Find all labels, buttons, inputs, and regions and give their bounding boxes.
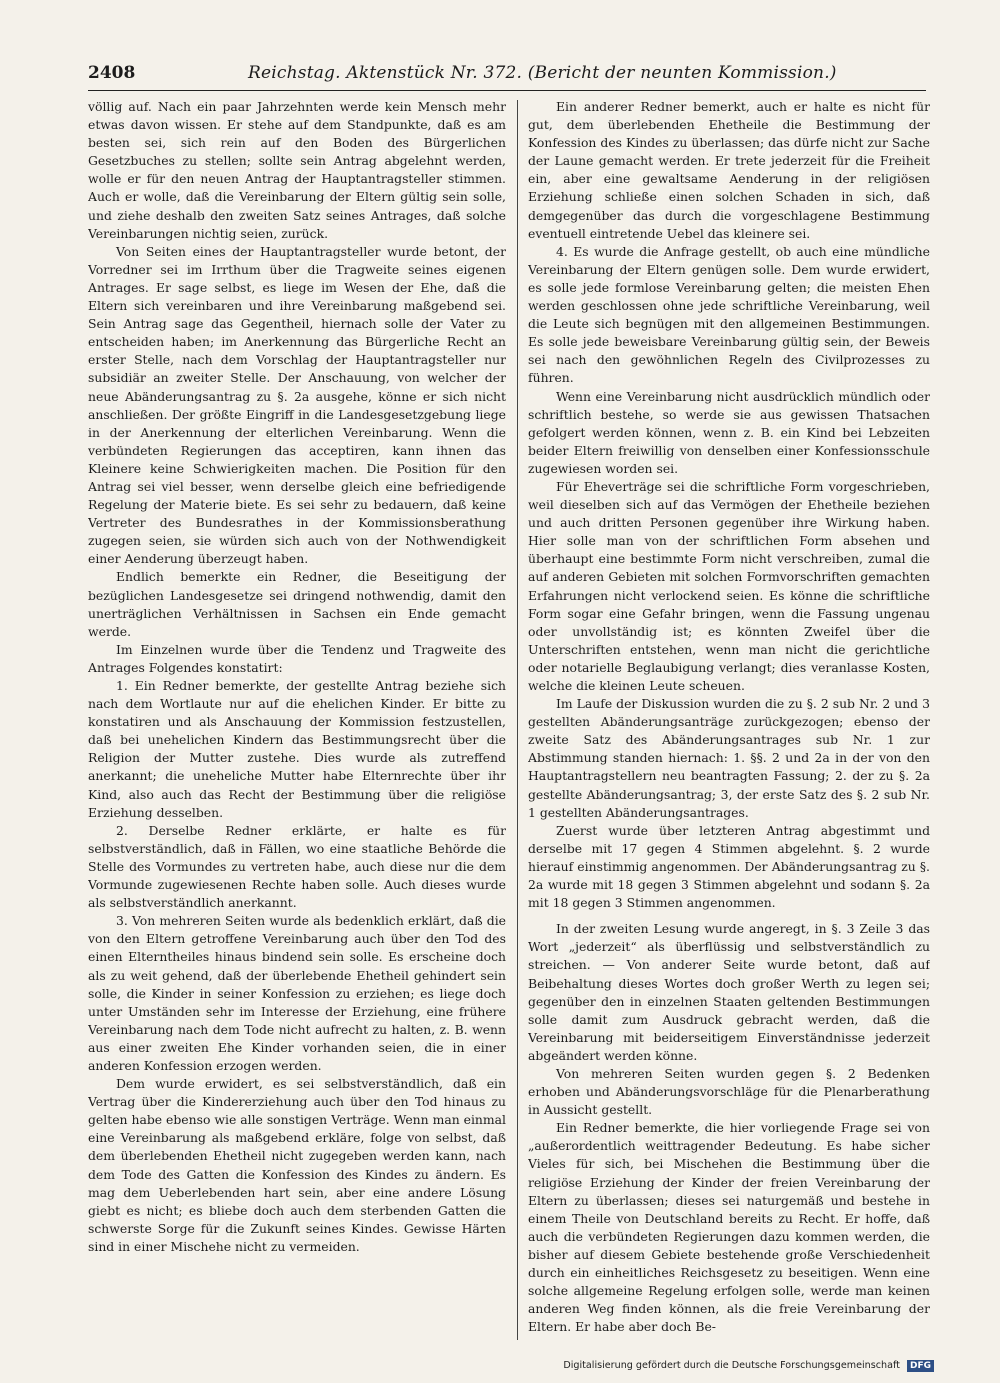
paragraph: Im Laufe der Diskussion wurden die zu §. 2 sub Nr. 2 und 3 gestellten Abänderungsanträge zurückgezogen; ebenso der zweite Satz des Abänderungsantrages sub Nr. 1 zur Abstimmung standen hiernach: 1. §§. 2 und 2a in der von den Hauptantragstellern neu beantragten Fassung; 2. der zu §. 2a gestellte Abänderungsantrag; 3, der erste Satz des §. 2 sub Nr. 1 gestellten Abänderungsantrages. [528,696,930,820]
paragraph: Für Eheverträge sei die schriftliche Form vorgeschrieben, weil dieselben sich auf das Vermögen der Ehetheile beziehen und auch dritten Personen gegenüber ihre Wirkung haben. Hier solle man von der schriftlichen Form absehen und überhaupt eine bestimmte Form nicht verschreiben, zumal die auf anderen Gebieten mit solchen Formvorschriften gemachten Erfahrungen nicht verlockend seien. Es könne die schriftliche Form sogar eine Gefahr bringen, wenn die Fassung ungenau oder unvollständig ist; es könnten Zweifel über die Unterschriften entstehen, wenn man nicht die gerichtliche oder notarielle Beglaubigung verlangt; dies veranlasse Kosten, welche die kleinen Leute scheuen. [528,478,930,693]
right-column [528,98,930,1340]
running-header [88,60,926,86]
paragraph: In der zweiten Lesung wurde angeregt, in §. 3 Zeile 3 das Wort „jederzeit“ als überflüssig und selbstverständlich zu streichen. — Von anderer Seite wurde betont, daß auf Beibehaltung dieses Wortes doch großer Werth zu legen sei; gegenüber den in einzelnen Staaten geltenden Bestimmungen solle damit zum Ausdruck gebracht werden, daß die Vereinbarung mit beiderseitigem Einverständnisse jederzeit abgeändert werden könne. [528,921,930,1063]
left-column [88,98,506,1340]
paragraph: 4. Es wurde die Anfrage gestellt, ob auch eine mündliche Vereinbarung der Eltern genügen solle. Dem wurde erwidert, es solle jede formlose Vereinbarung gelten; die meisten Ehen werden geschlossen ohne jede schriftliche Vereinbarung, weil die Leute sich begnügen mit den allgemeinen Bestimmungen. Es solle jede beweisbare Vereinbarung gültig sein, der Beweis sei nach den gewöhnlichen Regeln des Civilprozesses zu führen. [528,243,930,386]
paragraph: völlig auf. Nach ein paar Jahrzehnten werde kein Mensch mehr etwas davon wissen. Er stehe auf dem Standpunkte, daß es am besten sei, sich rein auf den Boden des Bürgerlichen Gesetzbuches zu stellen; sollte sein Antrag abgelehnt werden, wolle er für den neuen Antrag der Hauptantragsteller stimmen. Auch er wolle, daß die Vereinbarung der Eltern gültig sein solle, und ziehe deshalb den zweiten Satz seines Antrages, daß solche Vereinbarungen nichtig seien, zurück. [88,99,506,241]
paragraph: Zuerst wurde über letzteren Antrag abgestimmt und derselbe mit 17 gegen 4 Stimmen abgelehnt. §. 2 wurde hierauf einstimmig angenommen. Der Abänderungsantrag zu §. 2a wurde mit 18 gegen 3 Stimmen abgelehnt und sodann §. 2a mit 18 gegen 3 Stimmen angenommen. [528,822,930,911]
paragraph: 3. Von mehreren Seiten wurde als bedenklich erklärt, daß die von den Eltern getroffene Vereinbarung auch über den Tod des einen Elterntheiles hinaus bindend sein solle. Es erscheine doch als zu weit gehend, daß der überlebende Ehetheil gehindert sein solle, die Kinder in seiner Konfession zu erziehen; es liege doch unter Umständen sehr im Interesse der Erziehung, eine frühere Vereinbarung nach dem Tode nicht aufrecht zu halten, z. B. wenn aus einer zweiten Ehe Kinder vorhanden seien, die in einer anderen Konfession erzogen werden. [88,913,506,1073]
paragraph: Wenn eine Vereinbarung nicht ausdrücklich mündlich oder schriftlich bestehe, so werde sie aus gewissen Thatsachen gefolgert werden können, wenn z. B. ein Kind bei Lebzeiten beider Eltern freiwillig von denselben einer Konfessionsschule zugewiesen worden sei. [528,388,930,476]
page-number: 2408 [88,63,136,83]
paragraph: Ein Redner bemerkte, die hier vorliegende Frage sei von „außerordentlich weittragender Bedeutung. Es habe sicher Vieles für sich, bei Mischehen die Bestimmung über die religiöse Erziehung der Kinder der freien Vereinbarung der Eltern zu überlassen; dieses sei naturgemäß und bestehe in einem Theile von Deutschland bereits zu Recht. Er hoffe, daß auch die verbündeten Regierungen dazu kommen werden, die bisher auf diesem Gebiete bestehende große Verschiedenheit durch ein einheitliches Reichsgesetz zu beseitigen. Wenn eine solche allgemeine Regelung erfolgen solle, werde man keinen anderen Weg finden können, als die freie Vereinbarung der Eltern. Er habe aber doch Be- [528,1120,930,1335]
header-title: Reichstag. Aktenstück Nr. 372. (Bericht der neunten Kommission.) [248,63,837,83]
paragraph: Ein anderer Redner bemerkt, auch er halte es nicht für gut, dem überlebenden Ehetheile die Bestimmung der Konfession des Kindes zu überlassen; das dürfe nicht zur Sache der Laune gemacht werden. Er trete jederzeit für die Freiheit ein, aber eine gewaltsame Aenderung in der religiösen Erziehung schließe einen solchen Schaden in sich, daß demgegenüber das durch die vorgeschlagene Bestimmung eventuell eintretende Uebel das kleinere sei. [528,99,930,241]
paragraph: 1. Ein Redner bemerkte, der gestellte Antrag beziehe sich nach dem Wortlaute nur auf die ehelichen Kinder. Er bitte zu konstatiren und als Anschauung der Kommission festzustellen, daß bei unehelichen Kindern das Bestimmungsrecht über die Religion der Mutter zustehe. Dies wurde als zutreffend anerkannt; die uneheliche Mutter habe Elternrechte über ihr Kind, also auch das Recht der Bestimmung über die religiöse Erziehung desselben. [88,678,506,820]
header-rule [88,90,926,91]
digitization-credit [563,1360,934,1372]
paragraph: Endlich bemerkte ein Redner, die Beseitigung der bezüglichen Landesgesetze sei dringend nothwendig, damit den unerträglichen Verhältnissen in Sachsen ein Ende gemacht werde. [88,569,506,639]
paragraph: Von mehreren Seiten wurden gegen §. 2 Bedenken erhoben und Abänderungsvorschläge für die Plenarberathung in Aussicht gestellt. [528,1065,930,1118]
credit-text: Digitalisierung gefördert durch die Deutsche Forschungsgemeinschaft [563,1360,900,1371]
paragraph: Im Einzelnen wurde über die Tendenz und Tragweite des Antrages Folgendes konstatirt: [88,641,506,675]
paragraph: Dem wurde erwidert, es sei selbstverständlich, daß ein Vertrag über die Kindererziehung auch über den Tod hinaus zu gelten habe ebenso wie alle sonstigen Verträge. Wenn man einmal eine Vereinbarung als maßgebend erkläre, folge von selbst, daß dem überlebenden Ehetheil nicht zugegeben werden kann, nach dem Tode des Gatten die Konfession des Kindes zu ändern. Es mag dem Ueberlebenden hart sein, aber eine andere Lösung giebt es nicht; es bliebe doch auch dem sterbenden Gatten die schwerste Sorge für die Zukunft seines Kindes. Gewisse Härten sind in einer Mischehe nicht zu vermeiden. [88,1076,506,1254]
column-divider [517,100,518,1340]
paragraph: 2. Derselbe Redner erklärte, er halte es für selbstverständlich, daß in Fällen, wo eine staatliche Behörde die Stelle des Vormundes zu vertreten habe, auch diese nur die dem Vormunde zugewiesenen Rechte haben solle. Auch dieses wurde als selbstverständlich anerkannt. [88,822,506,911]
paragraph: Von Seiten eines der Hauptantragsteller wurde betont, der Vorredner sei im Irrthum über die Tragweite seines eigenen Antrages. Er sage selbst, es liege im Wesen der Ehe, daß die Eltern sich vereinbaren und ihre Vereinbarung maßgebend sei. Sein Antrag sage das Gegentheil, hiernach solle der Vater zu entscheiden haben; im Anerkennung das Bürgerliche Recht an erster Stelle, nach dem Vorschlag der Hauptantragsteller nur subsidiär an zweiter Stelle. Der Anschauung, von welcher der neue Abänderungsantrag zu §. 2a ausgehe, könne er sich nicht anschließen. Der größte Eingriff in die Landesgesetzgebung liege in der Anerkennung der elterlichen Vereinbarung. Wenn die verbündeten Regierungen das acceptiren, kann ihnen das Kleinere keine Schwierigkeiten machen. Die Position für den Antrag sei viel besser, wenn derselbe gleich eine befriedigende Regelung der Materie biete. Es sei sehr zu bedauern, daß keine Vertreter des Bundesrathes in der Kommissionsberathung zugegen seien, sie würden sich auch von der Nothwendigkeit einer Aenderung überzeugt haben. [88,243,506,567]
dfg-logo: DFG [907,1360,934,1372]
